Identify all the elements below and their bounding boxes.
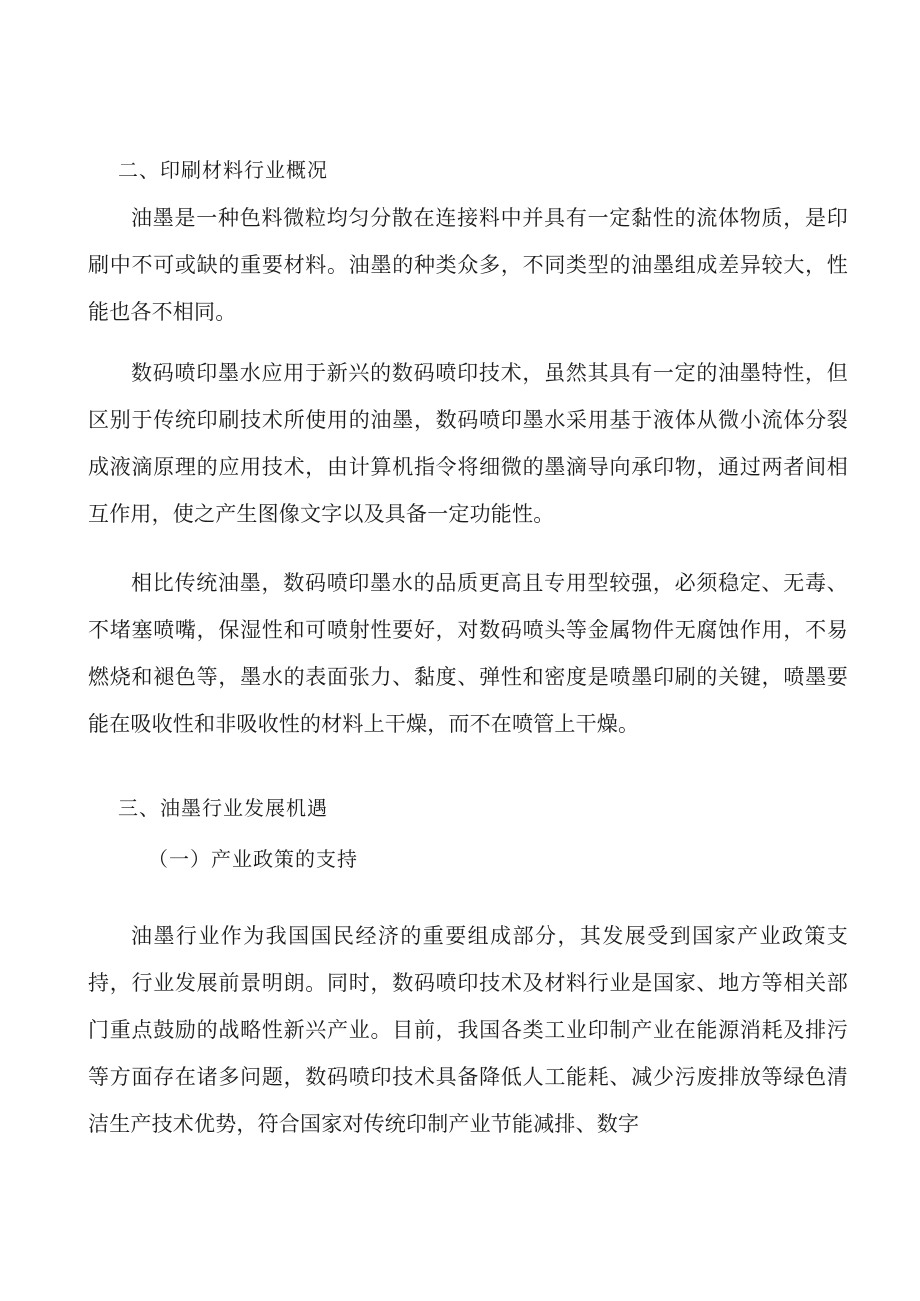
section-heading-industry-overview: 二、印刷材料行业概况 (118, 158, 328, 182)
subsection-heading-industrial-policy: （一）产业政策的支持 (148, 847, 358, 871)
paragraph-policy-support: 油墨行业作为我国国民经济的重要组成部分，其发展受到国家产业政策支持，行业发展前景明朗。同时，数码喷印技术及材料行业是国家、地方等相关部门重点鼓励的战略性新兴产业。目前，我国各类工业印制产业在能源消耗及排污等方面存在诸多问题，数码喷印技术具备降低人工能耗、减少污废排放等绿色清洁生产技术优势，符合国家对传统印制产业节能减排、数字 (88, 924, 848, 1136)
paragraph-ink-quality-requirements: 相比传统油墨，数码喷印墨水的品质更高且专用型较强，必须稳定、无毒、不堵塞喷嘴，保湿性和可喷射性要好，对数码喷头等金属物件无腐蚀作用，不易燃烧和褪色等，墨水的表面张力、黏度、弹性和密度是喷墨印刷的关键，喷墨要能在吸收性和非吸收性的材料上干燥，而不在喷管上干燥。 (88, 571, 848, 736)
paragraph-ink-definition: 油墨是一种色料微粒均匀分散在连接料中并具有一定黏性的流体物质，是印刷中不可或缺的重要材料。油墨的种类众多，不同类型的油墨组成差异较大，性能也各不相同。 (88, 206, 848, 324)
paragraph-digital-inkjet-ink: 数码喷印墨水应用于新兴的数码喷印技术，虽然其具有一定的油墨特性，但区别于传统印刷技术所使用的油墨，数码喷印墨水采用基于液体从微小流体分裂成液滴原理的应用技术，由计算机指令将细微的墨滴导向承印物，通过两者间相互作用，使之产生图像文字以及具备一定功能性。 (88, 361, 848, 526)
section-heading-development-opportunities: 三、油墨行业发展机遇 (118, 796, 328, 820)
